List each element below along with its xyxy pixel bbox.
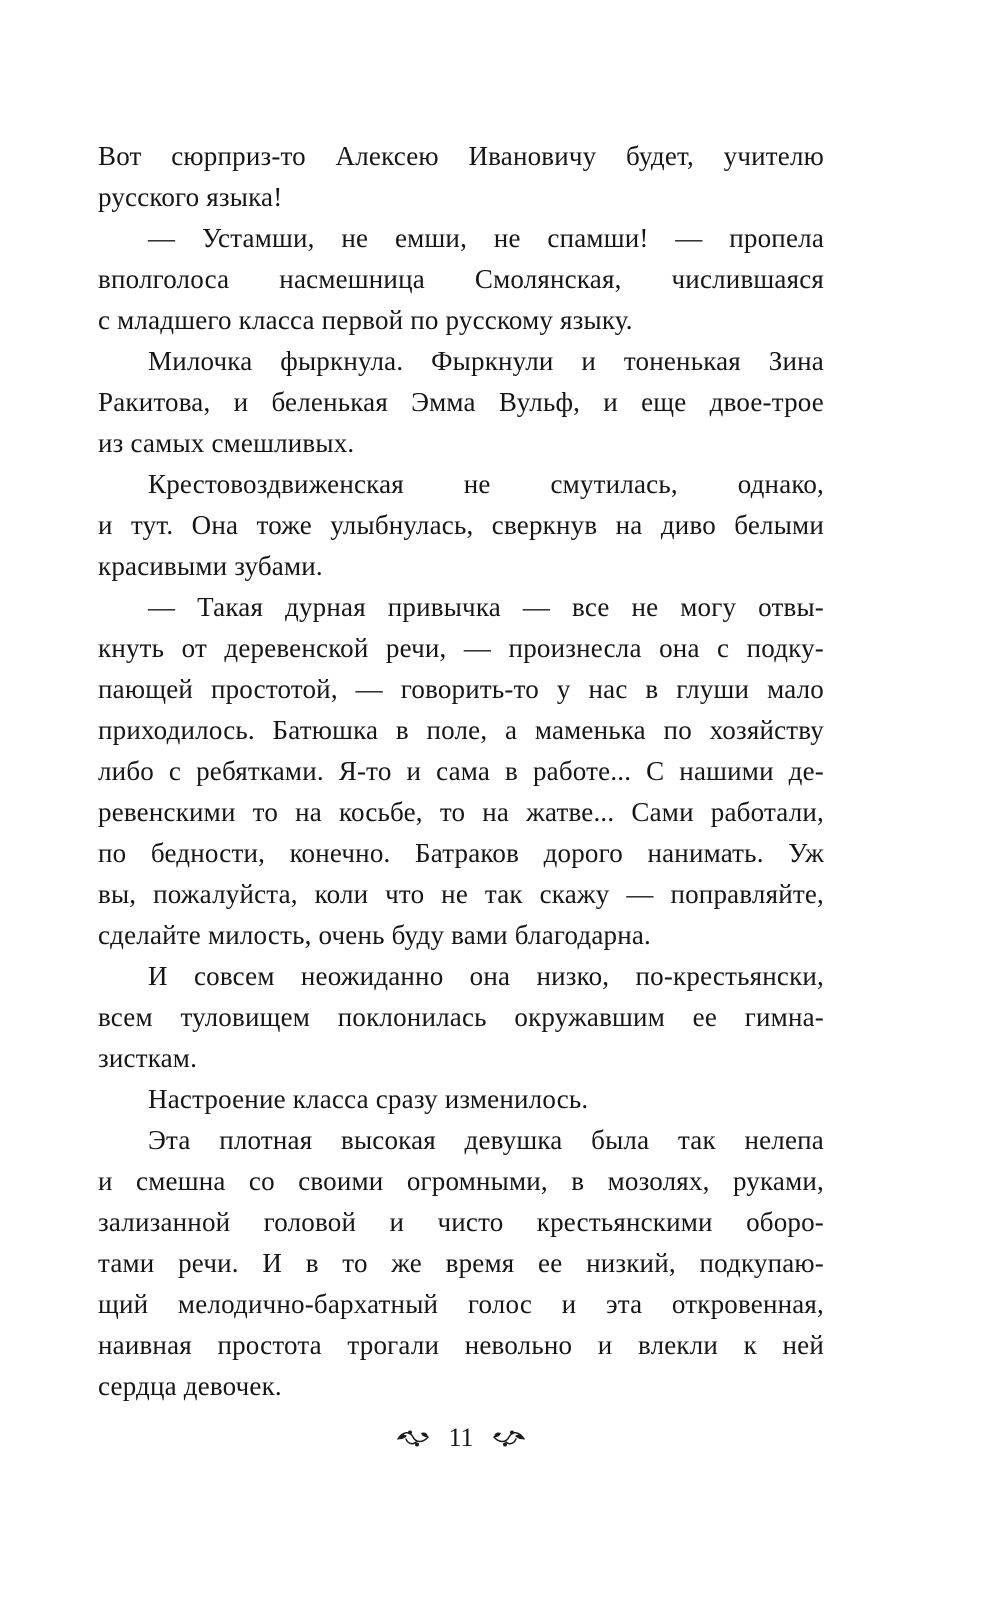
text-line: И совсем неожиданно она низко, по-крестьянски, bbox=[148, 961, 824, 991]
text-line: ревенскими то на косьбе, то на жатве... Сами работали, bbox=[98, 797, 824, 827]
text-line: всем туловищем поклонилась окружавшим ее гимна- bbox=[98, 1002, 824, 1032]
text-line: — Такая дурная привычка — все не могу отвы- bbox=[148, 592, 824, 622]
text-line: сердца девочек. bbox=[98, 1371, 282, 1401]
text-line: вы, пожалуйста, коли что не так скажу — поправляйте, bbox=[98, 879, 824, 909]
paragraph bbox=[98, 956, 824, 1079]
page-number: 11 bbox=[448, 1423, 474, 1452]
paragraph bbox=[98, 341, 824, 464]
text-line: из самых смешливых. bbox=[98, 428, 355, 458]
text-line: Эта плотная высокая девушка была так нелепа bbox=[148, 1125, 824, 1155]
text-line: и смешна со своими огромными, в мозолях, руками, bbox=[98, 1166, 824, 1196]
text-line: Ракитова, и беленькая Эмма Вульф, и еще двое-трое bbox=[98, 387, 824, 417]
text-line: сделайте милость, очень буду вами благодарна. bbox=[98, 920, 652, 950]
paragraph bbox=[98, 1120, 824, 1407]
text-line: вполголоса насмешница Смолянская, числившаяся bbox=[98, 264, 824, 294]
text-line: Крестовоздвиженская не смутилась, однако, bbox=[148, 469, 824, 499]
text-line: русского языка! bbox=[98, 182, 283, 212]
paragraph bbox=[98, 587, 824, 956]
text-line: — Устамши, не емши, не спамши! — пропела bbox=[148, 223, 824, 253]
text-line: пающей простотой, — говорить-то у нас в глуши мало bbox=[98, 674, 824, 704]
text-line: зисткам. bbox=[98, 1043, 198, 1073]
text-line: щий мелодично-бархатный голос и эта откровенная, bbox=[98, 1289, 824, 1319]
paragraph bbox=[98, 464, 824, 587]
paragraph bbox=[98, 218, 824, 341]
text-line: по бедности, конечно. Батраков дорого нанимать. Уж bbox=[98, 838, 824, 868]
fleuron-left-icon bbox=[396, 1426, 430, 1450]
page-footer bbox=[98, 1420, 824, 1456]
fleuron-right-icon bbox=[492, 1426, 526, 1450]
text-line: красивыми зубами. bbox=[98, 551, 323, 581]
text-line: и тут. Она тоже улыбнулась, сверкнув на диво белыми bbox=[98, 510, 824, 540]
text-line: тами речи. И в то же время ее низкий, подкупаю- bbox=[98, 1248, 824, 1278]
text-line: зализанной головой и чисто крестьянскими оборо- bbox=[98, 1207, 824, 1237]
text-line: с младшего класса первой по русскому языку. bbox=[98, 305, 633, 335]
text-line: либо с ребятками. Я-то и сама в работе... С нашими де- bbox=[98, 756, 824, 786]
paragraph bbox=[98, 1079, 824, 1120]
text-line: наивная простота трогали невольно и влекли к ней bbox=[98, 1330, 824, 1360]
text-line: кнуть от деревенской речи, — произнесла она с подку- bbox=[98, 633, 824, 663]
text-line: Вот сюрприз-то Алексею Ивановичу будет, учителю bbox=[98, 141, 824, 171]
text-line: приходилось. Батюшка в поле, а маменька по хозяйству bbox=[98, 715, 824, 745]
paragraph bbox=[98, 136, 824, 218]
page-text bbox=[98, 136, 824, 1407]
text-line: Настроение класса сразу изменилось. bbox=[148, 1084, 589, 1114]
text-line: Милочка фыркнула. Фыркнули и тоненькая Зина bbox=[148, 346, 824, 376]
